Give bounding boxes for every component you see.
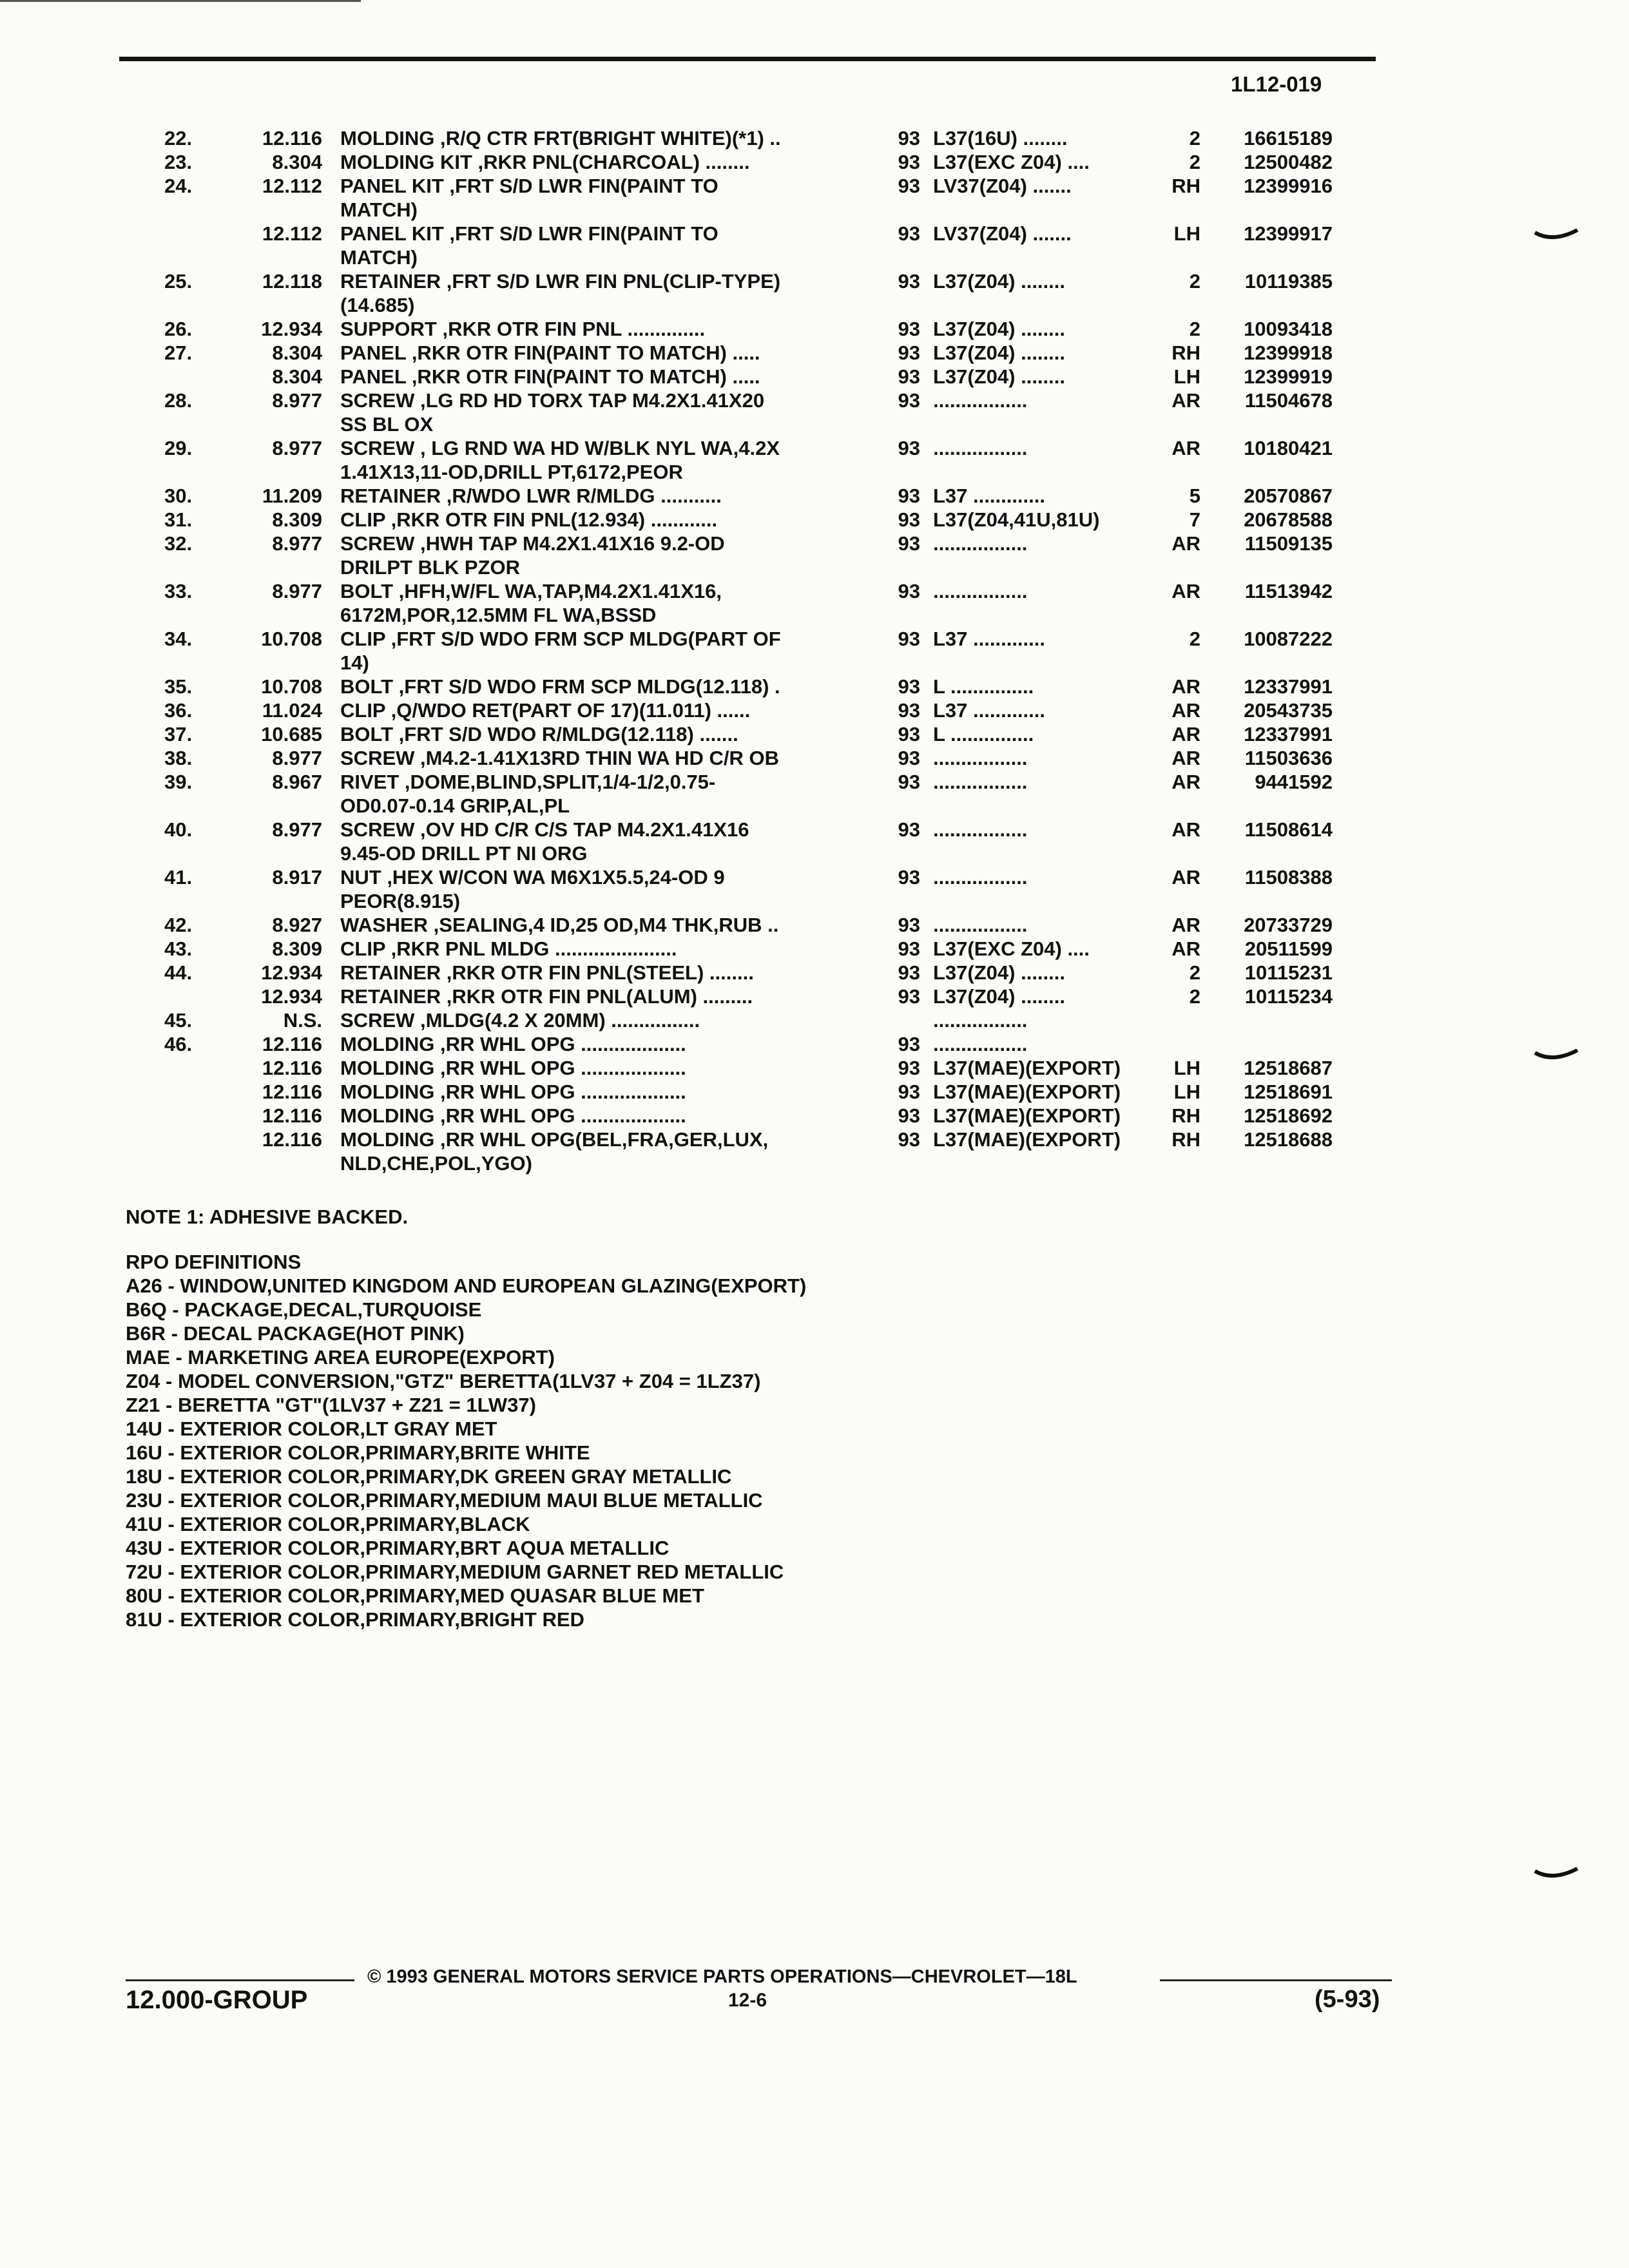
model-year: 93: [898, 866, 920, 889]
group-number: 8.304: [272, 151, 322, 173]
group-number: 12.116: [262, 1081, 322, 1103]
part-number: 10115234: [1244, 985, 1333, 1008]
application: L37(EXC Z04) ....: [933, 937, 1090, 960]
item-number: 40.: [164, 818, 193, 841]
part-number: 11509135: [1244, 532, 1333, 555]
item-number: 43.: [164, 937, 193, 960]
part-number: 9441592: [1255, 771, 1333, 793]
model-year: 93: [898, 365, 920, 388]
application: L37(Z04,41U,81U): [933, 508, 1100, 531]
part-number: 12518692: [1244, 1104, 1333, 1127]
part-description: MOLDING ,RR WHL OPG ...................: [340, 1033, 686, 1055]
group-number: 12.116: [262, 127, 322, 149]
part-row: [0, 436, 1629, 484]
part-row: [0, 722, 1629, 746]
application: L37 .............: [933, 485, 1045, 507]
quantity: 2: [1189, 985, 1200, 1008]
application: .................: [933, 389, 1028, 412]
part-description: SCREW , LG RND WA HD W/BLK NYL WA,4.2X 1.41X13,11-OD,DRILL PT,6172,PEOR: [340, 437, 780, 483]
part-row: [0, 627, 1629, 675]
item-number: 44.: [164, 961, 193, 984]
item-number: 32.: [164, 532, 193, 555]
model-year: 93: [898, 985, 920, 1008]
item-number: 25.: [164, 270, 193, 293]
part-row: [0, 484, 1629, 508]
part-number: 10180421: [1244, 437, 1333, 459]
part-description: RETAINER ,RKR OTR FIN PNL(STEEL) ........: [340, 961, 754, 984]
top-edge-line: [0, 0, 361, 2]
item-number: 24.: [164, 175, 193, 197]
quantity: AR: [1171, 937, 1200, 960]
rpo-title: RPO DEFINITIONS: [126, 1251, 302, 1273]
group-number: 8.927: [272, 914, 322, 936]
model-year: 93: [898, 318, 920, 340]
part-number: 20678588: [1244, 508, 1333, 531]
rpo-item: 43U - EXTERIOR COLOR,PRIMARY,BRT AQUA METALLIC: [126, 1537, 670, 1559]
part-row: [0, 818, 1629, 865]
part-description: RETAINER ,FRT S/D LWR FIN PNL(CLIP-TYPE) (14.685): [340, 270, 781, 316]
part-row: [0, 770, 1629, 818]
group-number: 8.304: [272, 341, 322, 364]
quantity: 2: [1189, 151, 1200, 173]
part-description: PANEL ,RKR OTR FIN(PAINT TO MATCH) .....: [340, 341, 760, 364]
item-number: 26.: [164, 318, 193, 340]
quantity: 2: [1189, 318, 1200, 340]
part-description: BOLT ,HFH,W/FL WA,TAP,M4.2X1.41X16, 6172M,POR,12.5MM FL WA,BSSD: [340, 580, 722, 626]
group-number: 12.116: [262, 1128, 322, 1151]
part-row: [0, 365, 1629, 389]
rpo-item: 80U - EXTERIOR COLOR,PRIMARY,MED QUASAR BLUE MET: [126, 1584, 704, 1607]
rpo-item: MAE - MARKETING AREA EUROPE(EXPORT): [126, 1346, 555, 1369]
part-number: 11513942: [1244, 580, 1333, 602]
part-number: 11503636: [1244, 747, 1333, 769]
item-number: 27.: [164, 341, 193, 364]
item-number: 37.: [164, 723, 193, 745]
group-number: 12.116: [262, 1033, 322, 1055]
part-description: CLIP ,RKR OTR FIN PNL(12.934) ............: [340, 508, 718, 531]
application: L37 .............: [933, 628, 1045, 650]
part-description: RETAINER ,R/WDO LWR R/MLDG ...........: [340, 485, 722, 507]
group-number: 8.917: [272, 866, 322, 889]
model-year: 93: [898, 175, 920, 197]
part-row: [0, 1104, 1629, 1128]
model-year: 93: [898, 485, 920, 507]
application: L37(Z04) ........: [933, 365, 1065, 388]
quantity: [1155, 1008, 1200, 1032]
part-description: SCREW ,MLDG(4.2 X 20MM) ................: [340, 1009, 700, 1032]
quantity: 2: [1189, 270, 1200, 293]
item-number: 42.: [164, 914, 193, 936]
quantity: RH: [1171, 1128, 1200, 1151]
application: .................: [933, 771, 1028, 793]
part-description: MOLDING ,R/Q CTR FRT(BRIGHT WHITE)(*1) ..: [340, 127, 781, 149]
part-description: SUPPORT ,RKR OTR FIN PNL ..............: [340, 318, 706, 340]
part-number: 12518688: [1244, 1128, 1333, 1151]
part-row: [0, 1056, 1629, 1080]
group-number: 8.977: [272, 532, 322, 555]
part-description: SCREW ,M4.2-1.41X13RD THIN WA HD C/R OB: [340, 747, 779, 769]
model-year: 93: [898, 270, 920, 293]
quantity: AR: [1171, 771, 1200, 793]
application: .................: [933, 866, 1028, 889]
part-row: [0, 508, 1629, 532]
item-number: 28.: [164, 389, 193, 412]
application: L ...............: [933, 675, 1034, 698]
part-row: [0, 937, 1629, 961]
quantity: RH: [1171, 341, 1200, 364]
application: .................: [933, 580, 1028, 602]
quantity: RH: [1171, 175, 1200, 197]
part-description: BOLT ,FRT S/D WDO R/MLDG(12.118) .......: [340, 723, 738, 745]
part-number: 11504678: [1244, 389, 1333, 412]
rpo-item: Z21 - BERETTA "GT"(1LV37 + Z21 = 1LW37): [126, 1394, 536, 1416]
binder-mark: [1534, 1049, 1579, 1063]
group-number: 12.116: [262, 1104, 322, 1127]
application: .................: [933, 1009, 1028, 1032]
group-number: 10.685: [261, 723, 322, 745]
rpo-item: 41U - EXTERIOR COLOR,PRIMARY,BLACK: [126, 1513, 530, 1535]
item-number: [0, 1080, 171, 1104]
group-number: 11.024: [262, 699, 322, 722]
rpo-item: 81U - EXTERIOR COLOR,PRIMARY,BRIGHT RED: [126, 1608, 584, 1631]
application: .................: [933, 532, 1028, 555]
part-row: [0, 913, 1629, 937]
model-year: 93: [898, 580, 920, 602]
application: L37(EXC Z04) ....: [933, 151, 1090, 173]
part-number: 11508388: [1244, 866, 1333, 889]
group-number: N.S.: [283, 1009, 322, 1032]
item-number: 23.: [164, 151, 193, 173]
rpo-list: [126, 1274, 806, 1631]
model-year: 93: [898, 532, 920, 555]
quantity: AR: [1171, 532, 1200, 555]
application: L37(MAE)(EXPORT): [933, 1057, 1121, 1079]
page-code: 1L12-019: [1231, 72, 1322, 96]
quantity: [1155, 1032, 1200, 1056]
group-number: 8.977: [272, 437, 322, 459]
part-description: WASHER ,SEALING,4 ID,25 OD,M4 THK,RUB ..: [340, 914, 779, 936]
footer-copyright: © 1993 GENERAL MOTORS SERVICE PARTS OPERATIONS—CHEVROLET—18L: [367, 1966, 1077, 1987]
model-year: 93: [898, 937, 920, 960]
part-number: 12518691: [1244, 1081, 1333, 1103]
part-description: MOLDING ,RR WHL OPG ...................: [340, 1081, 686, 1103]
model-year: 93: [898, 1081, 920, 1103]
model-year: 93: [898, 961, 920, 984]
item-number: 39.: [164, 771, 193, 793]
parts-list: [0, 126, 1629, 1175]
model-year: [882, 1008, 927, 1032]
rpo-item: B6Q - PACKAGE,DECAL,TURQUOISE: [126, 1298, 482, 1321]
rpo-item: 14U - EXTERIOR COLOR,LT GRAY MET: [126, 1418, 497, 1440]
item-number: [0, 1128, 171, 1175]
part-description: RETAINER ,RKR OTR FIN PNL(ALUM) .........: [340, 985, 753, 1008]
group-number: 11.209: [262, 485, 322, 507]
part-row: [0, 579, 1629, 627]
part-number: 12337991: [1244, 675, 1333, 698]
part-description: CLIP ,Q/WDO RET(PART OF 17)(11.011) ......: [340, 699, 751, 722]
item-number: [0, 222, 171, 269]
group-number: 8.977: [272, 389, 322, 412]
quantity: AR: [1171, 723, 1200, 745]
application: L37(Z04) ........: [933, 318, 1065, 340]
model-year: 93: [898, 437, 920, 459]
model-year: 93: [898, 723, 920, 745]
group-number: 8.977: [272, 580, 322, 602]
part-row: [0, 1080, 1629, 1104]
application: .................: [933, 914, 1028, 936]
quantity: 2: [1189, 628, 1200, 650]
part-description: SCREW ,LG RD HD TORX TAP M4.2X1.41X20 SS BL OX: [340, 389, 765, 436]
footer-group: 12.000-GROUP: [126, 1986, 308, 2014]
quantity: AR: [1171, 699, 1200, 722]
part-description: RIVET ,DOME,BLIND,SPLIT,1/4-1/2,0.75- OD0.07-0.14 GRIP,AL,PL: [340, 771, 716, 817]
part-number: 12399917: [1244, 222, 1333, 245]
quantity: AR: [1171, 818, 1200, 841]
group-number: 8.967: [272, 771, 322, 793]
part-description: SCREW ,HWH TAP M4.2X1.41X16 9.2-OD DRILPT BLK PZOR: [340, 532, 725, 579]
item-number: 38.: [164, 747, 193, 769]
model-year: 93: [898, 771, 920, 793]
footer-date: (5-93): [1315, 1986, 1380, 2013]
part-description: MOLDING KIT ,RKR PNL(CHARCOAL) ........: [340, 151, 750, 173]
rpo-item: 23U - EXTERIOR COLOR,PRIMARY,MEDIUM MAUI BLUE METALLIC: [126, 1489, 763, 1512]
part-number: 11508614: [1244, 818, 1333, 841]
item-number: [0, 985, 171, 1008]
quantity: LH: [1173, 365, 1200, 388]
part-description: MOLDING ,RR WHL OPG(BEL,FRA,GER,LUX, NLD,CHE,POL,YGO): [340, 1128, 769, 1175]
quantity: AR: [1171, 675, 1200, 698]
quantity: 2: [1189, 961, 1200, 984]
quantity: 2: [1189, 127, 1200, 149]
rpo-item: 16U - EXTERIOR COLOR,PRIMARY,BRITE WHITE: [126, 1441, 590, 1464]
part-row: [0, 150, 1629, 174]
model-year: 93: [898, 1104, 920, 1127]
part-row: [0, 1008, 1629, 1032]
item-number: 31.: [164, 508, 193, 531]
part-row: [0, 317, 1629, 341]
binder-mark: [1534, 229, 1579, 243]
part-row: [0, 961, 1629, 985]
model-year: 93: [898, 628, 920, 650]
part-number: 12399916: [1244, 175, 1333, 197]
rpo-item: Z04 - MODEL CONVERSION,"GTZ" BERETTA(1LV37 + Z04 = 1LZ37): [126, 1370, 761, 1392]
part-description: NUT ,HEX W/CON WA M6X1X5.5,24-OD 9 PEOR(8.915): [340, 866, 725, 912]
part-row: [0, 1128, 1629, 1175]
quantity: LH: [1173, 1057, 1200, 1079]
header-rule: [119, 57, 1376, 61]
item-number: 36.: [164, 699, 193, 722]
footer-rule-left: [126, 1979, 354, 1981]
item-number: [0, 1104, 171, 1128]
part-description: CLIP ,FRT S/D WDO FRM SCP MLDG(PART OF 14): [340, 628, 781, 674]
quantity: AR: [1171, 580, 1200, 602]
part-number: 12337991: [1244, 723, 1333, 745]
quantity: LH: [1173, 222, 1200, 245]
part-row: [0, 341, 1629, 365]
group-number: 12.934: [261, 318, 322, 340]
model-year: 93: [898, 341, 920, 364]
group-number: 8.309: [272, 937, 322, 960]
part-description: MOLDING ,RR WHL OPG ...................: [340, 1057, 686, 1079]
part-description: MOLDING ,RR WHL OPG ...................: [340, 1104, 686, 1127]
rpo-item: 18U - EXTERIOR COLOR,PRIMARY,DK GREEN GRAY METALLIC: [126, 1465, 732, 1488]
part-number: 16615189: [1244, 127, 1333, 149]
model-year: 93: [898, 222, 920, 245]
application: .................: [933, 818, 1028, 841]
application: L37 .............: [933, 699, 1045, 722]
item-number: 35.: [164, 675, 193, 698]
application: .................: [933, 437, 1028, 459]
application: .................: [933, 747, 1028, 769]
part-description: SCREW ,OV HD C/R C/S TAP M4.2X1.41X16 9.45-OD DRILL PT NI ORG: [340, 818, 749, 865]
application: L37(16U) ........: [933, 127, 1068, 149]
part-row: [0, 698, 1629, 722]
model-year: 93: [898, 151, 920, 173]
group-number: 12.112: [262, 175, 322, 197]
part-number: 12399919: [1244, 365, 1333, 388]
model-year: 93: [898, 818, 920, 841]
application: L37(Z04) ........: [933, 270, 1065, 293]
binder-mark: [1534, 1867, 1579, 1881]
part-row: [0, 532, 1629, 579]
item-number: 41.: [164, 866, 193, 889]
model-year: 93: [898, 389, 920, 412]
part-number: 20543735: [1244, 699, 1333, 722]
group-number: 12.112: [262, 222, 322, 245]
model-year: 93: [898, 1128, 920, 1151]
quantity: 5: [1189, 485, 1200, 507]
rpo-item: 72U - EXTERIOR COLOR,PRIMARY,MEDIUM GARNET RED METALLIC: [126, 1561, 784, 1583]
model-year: 93: [898, 127, 920, 149]
application: L ...............: [933, 723, 1034, 745]
rpo-item: A26 - WINDOW,UNITED KINGDOM AND EUROPEAN GLAZING(EXPORT): [126, 1274, 807, 1297]
rpo-definitions: [126, 1250, 806, 1631]
group-number: 8.977: [272, 818, 322, 841]
item-number: [0, 1056, 171, 1080]
quantity: AR: [1171, 437, 1200, 459]
application: L37(Z04) ........: [933, 985, 1065, 1008]
part-number: 10087222: [1244, 628, 1333, 650]
quantity: RH: [1171, 1104, 1200, 1127]
quantity: AR: [1171, 389, 1200, 412]
part-description: PANEL KIT ,FRT S/D LWR FIN(PAINT TO MATCH): [340, 222, 718, 269]
part-description: CLIP ,RKR PNL MLDG ......................: [340, 937, 677, 960]
model-year: 93: [898, 699, 920, 722]
model-year: 93: [898, 747, 920, 769]
group-number: 8.309: [272, 508, 322, 531]
quantity: AR: [1171, 914, 1200, 936]
footer-page-number: 12-6: [728, 1990, 767, 2011]
part-number: 12518687: [1244, 1057, 1333, 1079]
part-number: [1200, 1008, 1333, 1032]
part-row: [0, 126, 1629, 150]
group-number: 12.934: [261, 985, 322, 1008]
application: L37(MAE)(EXPORT): [933, 1081, 1121, 1103]
part-row: [0, 675, 1629, 698]
model-year: 93: [898, 508, 920, 531]
part-number: 12500482: [1244, 151, 1333, 173]
quantity: LH: [1173, 1081, 1200, 1103]
group-number: 8.977: [272, 747, 322, 769]
item-number: 22.: [164, 127, 193, 149]
group-number: 12.934: [261, 961, 322, 984]
application: LV37(Z04) .......: [933, 175, 1072, 197]
part-number: 20511599: [1244, 937, 1333, 960]
part-description: BOLT ,FRT S/D WDO FRM SCP MLDG(12.118) .: [340, 675, 780, 698]
note-1: NOTE 1: ADHESIVE BACKED.: [126, 1206, 409, 1228]
part-number: 10115231: [1244, 961, 1333, 984]
item-number: 34.: [164, 628, 193, 650]
rpo-item: B6R - DECAL PACKAGE(HOT PINK): [126, 1322, 465, 1345]
group-number: 10.708: [261, 675, 322, 698]
quantity: AR: [1171, 747, 1200, 769]
part-row: [0, 174, 1629, 222]
application: L37(MAE)(EXPORT): [933, 1128, 1121, 1151]
part-row: [0, 865, 1629, 913]
application: L37(Z04) ........: [933, 341, 1065, 364]
group-number: 8.304: [272, 365, 322, 388]
part-number: 10119385: [1244, 270, 1333, 293]
item-number: 46.: [164, 1033, 193, 1055]
part-number: 10093418: [1244, 318, 1333, 340]
item-number: 33.: [164, 580, 193, 602]
application: L37(Z04) ........: [933, 961, 1065, 984]
part-number: 20733729: [1244, 914, 1333, 936]
part-row: [0, 269, 1629, 317]
part-row: [0, 222, 1629, 269]
quantity: 7: [1189, 508, 1200, 531]
model-year: 93: [898, 1057, 920, 1079]
part-row: [0, 1032, 1629, 1056]
model-year: 93: [898, 1033, 920, 1055]
part-row: [0, 985, 1629, 1008]
part-number: 20570867: [1244, 485, 1333, 507]
application: .................: [933, 1033, 1028, 1055]
item-number: 30.: [164, 485, 193, 507]
part-description: PANEL ,RKR OTR FIN(PAINT TO MATCH) .....: [340, 365, 760, 388]
part-row: [0, 746, 1629, 770]
part-number: [1200, 1032, 1333, 1056]
item-number: 45.: [164, 1009, 193, 1032]
item-number: 29.: [164, 437, 193, 459]
application: LV37(Z04) .......: [933, 222, 1072, 245]
model-year: 93: [898, 675, 920, 698]
application: L37(MAE)(EXPORT): [933, 1104, 1121, 1127]
footer-rule-right: [1160, 1979, 1392, 1981]
group-number: 10.708: [261, 628, 322, 650]
part-number: 12399918: [1244, 341, 1333, 364]
item-number: [0, 365, 171, 389]
part-description: PANEL KIT ,FRT S/D LWR FIN(PAINT TO MATCH): [340, 175, 718, 221]
group-number: 12.116: [262, 1057, 322, 1079]
part-row: [0, 389, 1629, 436]
model-year: 93: [898, 914, 920, 936]
quantity: AR: [1171, 866, 1200, 889]
group-number: 12.118: [262, 270, 322, 293]
